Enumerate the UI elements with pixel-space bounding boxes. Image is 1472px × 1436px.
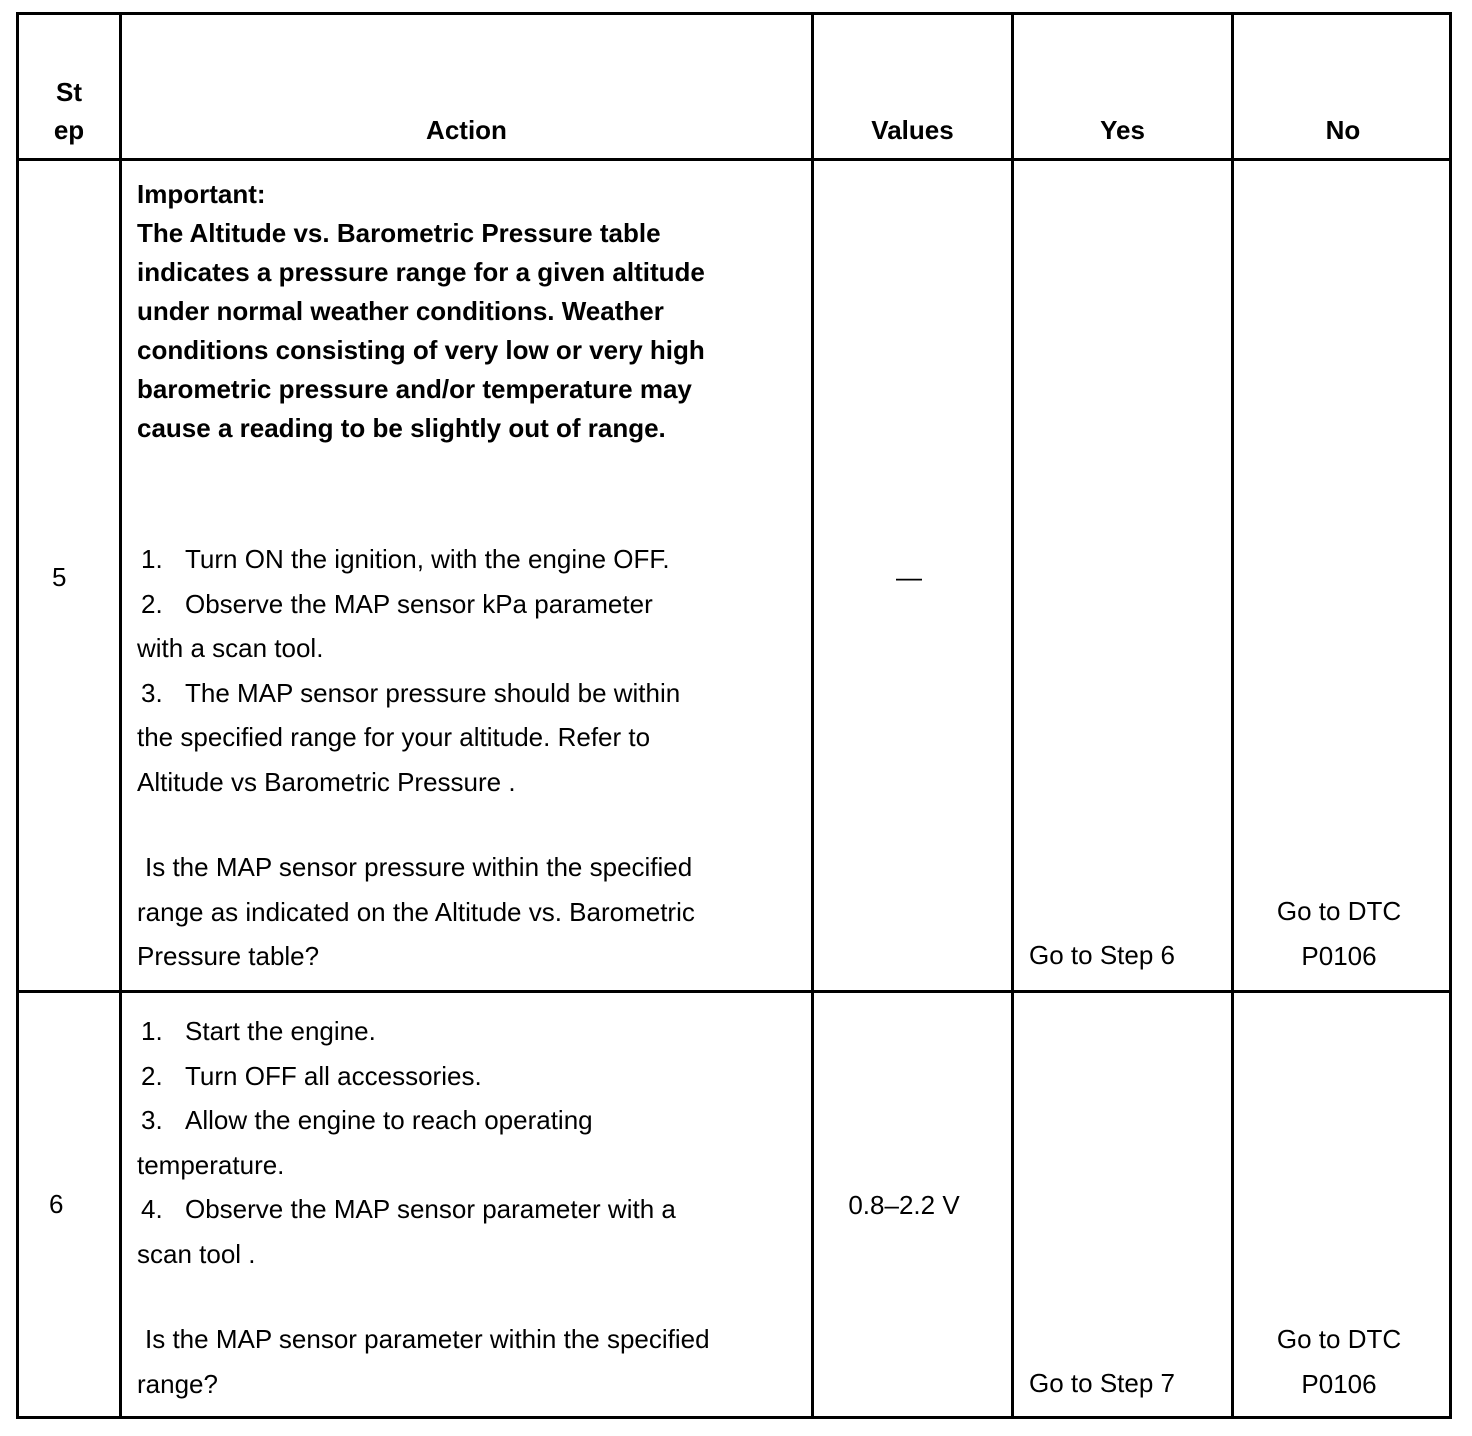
header-action: Action <box>426 115 507 145</box>
row-divider <box>19 990 1449 993</box>
list-item: 2. Observe the MAP sensor kPa parameter <box>141 588 653 619</box>
row-5-step: 5 <box>52 562 67 592</box>
row-5-action <box>137 175 797 448</box>
list-item: 3. Allow the engine to reach operating <box>141 1105 593 1135</box>
column-divider <box>1231 15 1234 1416</box>
list-item: 2. Turn OFF all accessories. <box>141 1060 482 1091</box>
column-divider <box>1011 15 1014 1416</box>
header-yes: Yes <box>1100 115 1145 145</box>
row-5-question: Is the MAP sensor pressure within the specified range as indicated on the Altitude vs. Barometric Pressure table? <box>137 852 695 971</box>
header-values: Values <box>871 115 954 145</box>
row-6-values: 0.8–2.2 V <box>848 1190 960 1220</box>
row-6-no: Go to DTC P0106 <box>1276 1324 1402 1399</box>
list-item: 1. Start the engine. <box>141 1016 376 1046</box>
important-note: Important: The Altitude vs. Barometric Pressure table indicates a pressure range for a given altitude under normal weather conditions. Weather conditions consisting of very low or very high barometric pressure and/or temperature may cause a reading to be slightly out of range. <box>137 179 705 443</box>
diagnostic-table <box>16 12 1452 1419</box>
list-item: 3. The MAP sensor pressure should be within <box>141 677 681 708</box>
row-5-yes: Go to Step 6 <box>1029 940 1175 970</box>
header-step: St ep <box>53 77 85 145</box>
header-no: No <box>1325 115 1361 145</box>
row-6-yes: Go to Step 7 <box>1029 1368 1175 1398</box>
row-6-question: Is the MAP sensor parameter within the specified range? <box>137 1324 710 1399</box>
row-5-values: — <box>896 562 922 592</box>
list-item: 4. Observe the MAP sensor parameter with a <box>141 1194 676 1224</box>
row-6-step: 6 <box>49 1189 64 1219</box>
row-6-steps: 1. Start the engine. 2. Turn OFF all accessories. 3. Allow the engine to reach operating temperature. 4. Observe the MAP sensor parameter with a scan tool . <box>137 1009 797 1276</box>
column-divider <box>119 15 122 1416</box>
row-5-no: Go to DTC P0106 <box>1276 896 1402 971</box>
list-item: 1. Turn ON the ignition, with the engine OFF. <box>141 544 670 574</box>
row-5-steps: 1. Turn ON the ignition, with the engine OFF. 2. Observe the MAP sensor kPa parameter with a scan tool. 3. The MAP sensor pressure should be within the specified range for your altitude. Refer to Altitude vs Barometric Pressure . <box>137 537 797 804</box>
row-divider <box>19 158 1449 161</box>
